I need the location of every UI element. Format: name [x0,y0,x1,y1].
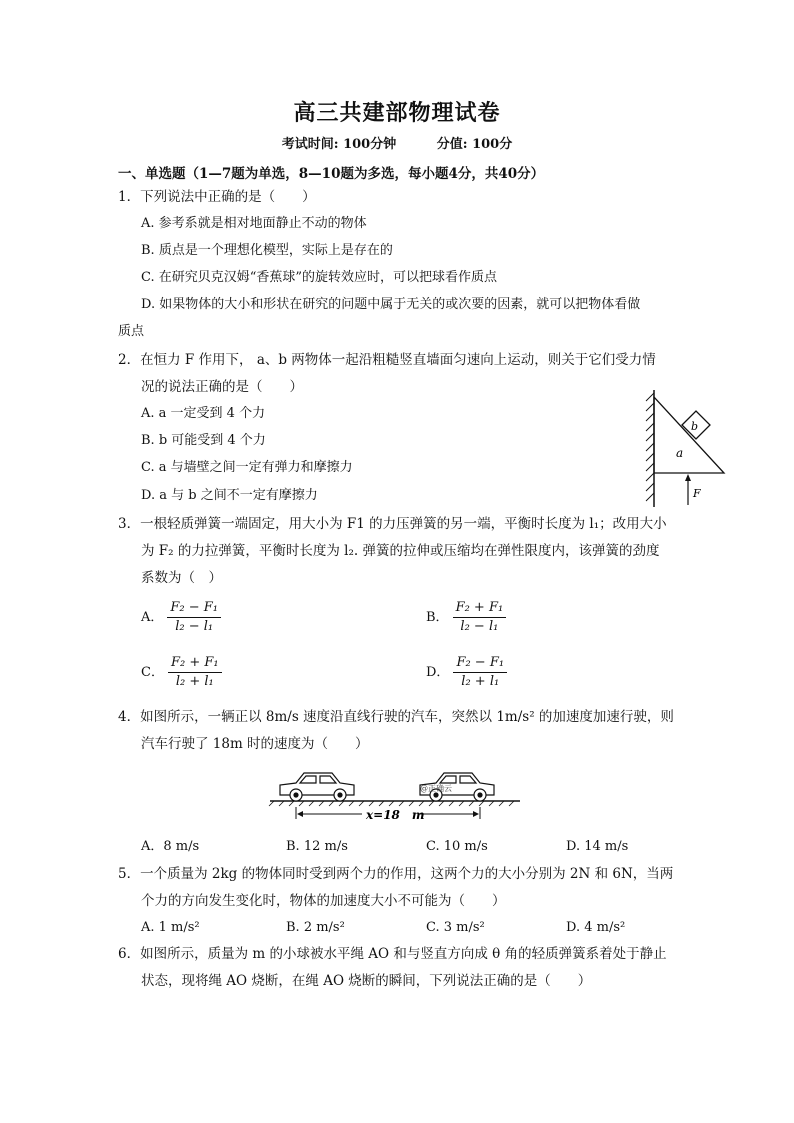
q6-stem-line2: 状态，现将绳 AO 烧断，在绳 AO 烧断的瞬间，下列说法正确的是（ ） [141,973,592,989]
q2-option-b: B. b 可能受到 4 个力 [141,433,266,448]
q4-car-figure [268,765,524,825]
label-a: a [676,446,684,460]
exam-info [0,133,794,152]
section-heading: 一、单选题（1—7题为单选，8—10题为多选，每小题4分，共40分） [118,166,545,182]
q3-stem-line3: 系数为（ ） [141,570,222,586]
q3-option-c [141,655,222,690]
q4-option-d: D. 14 m/s [566,839,629,854]
q6-stem-line1: 6．如图所示，质量为 m 的小球被水平绳 AO 和与竖直方向成 θ 角的轻质弹簧系着处于静止 [118,946,667,962]
block-a [654,397,724,473]
q3-option-b-num: F₂ + F₁ [453,600,507,618]
q1-option-b: B. 质点是一个理想化模型，实际上是存在的 [141,243,393,258]
q5-stem-line2: 个力的方向发生变化时，物体的加速度大小不可能为（ ） [141,893,506,909]
exam-time: 考试时间: 100分钟 [281,137,397,152]
distance-arrow-right [473,811,479,817]
q3-option-c-den: l₂ + l₁ [175,674,214,689]
q3-stem-line1: 3．一根轻质弹簧一端固定，用大小为 F1 的力压弹簧的另一端，平衡时长度为 l₁；改用大小 [118,516,667,532]
q4-option-a: A．8 m/s [141,839,200,854]
q5-option-d: D. 4 m/s² [566,920,626,935]
car-left [280,773,354,801]
q5-option-b: B. 2 m/s² [286,920,345,935]
q5-option-c: C. 3 m/s² [426,920,485,935]
distance-label: x=18 m [366,808,425,822]
distance-arrow-left [297,811,303,817]
q2-stem-line1: 2．在恒力 F 作用下， a、b 两物体一起沿粗糙竖直墙面匀速向上运动，则关于它们受力情 [118,352,656,368]
q3-option-a-letter: A． [141,610,164,625]
q3-option-d-num: F₂ − F₁ [453,655,507,673]
q1-option-d: D. 如果物体的大小和形状在研究的问题中属于无关的或次要的因素，就可以把物体看做 [141,297,641,312]
q3-option-c-fraction [168,655,222,690]
q1-stem: 1．下列说法中正确的是（ ） [118,189,316,205]
q4-option-b: B. 12 m/s [286,839,348,854]
q3-option-a-num: F₂ − F₁ [167,600,221,618]
q3-stem-line2: 为 F₂ 的力拉弹簧，平衡时长度为 l₂. 弹簧的拉伸或压缩均在弹性限度内，该弹簧的劲度 [141,543,660,559]
q3-option-d-den: l₂ + l₁ [461,674,500,689]
q5-stem-line1: 5．一个质量为 2kg 的物体同时受到两个力的作用，这两个力的大小分别为 2N 和 6N，当两 [118,866,674,882]
q4-option-c: C. 10 m/s [426,839,488,854]
q1-option-d-cont: 质点 [118,324,145,339]
label-force: F [693,487,701,500]
q4-stem-line2: 汽车行驶了 18m 时的速度为（ ） [141,736,369,752]
q2-option-d: D. a 与 b 之间不一定有摩擦力 [141,488,318,503]
q4-stem-line1: 4．如图所示，一辆正以 8m/s 速度沿直线行驶的汽车，突然以 1m/s² 的加速度加速行驶，则 [118,709,674,725]
q3-option-d [426,655,507,690]
q2-option-c: C. a 与墙壁之间一定有弹力和摩擦力 [141,460,353,475]
q3-option-a-den: l₂ − l₁ [175,619,214,634]
page-title: 高三共建部物理试卷 [293,100,501,126]
q3-option-a-fraction [167,600,221,635]
q3-option-d-fraction [453,655,507,690]
q2-stem-line2: 况的说法正确的是（ ） [141,379,303,395]
q3-option-b-fraction [453,600,507,635]
q1-option-a: A. 参考系就是相对地面静止不动的物体 [141,216,367,231]
force-arrowhead [685,474,691,481]
q3-option-c-letter: C． [141,665,164,680]
watermark-text: @正确云 [420,784,452,793]
q3-option-d-letter: D． [426,665,450,680]
q2-wall-block-figure [640,385,735,510]
q5-option-a: A. 1 m/s² [141,920,200,935]
q3-option-c-num: F₂ + F₁ [168,655,222,673]
q1-option-c: C. 在研究贝克汉姆“香蕉球”的旋转效应时，可以把球看作质点 [141,270,498,285]
q3-option-a [141,600,221,635]
wall-hatching [646,393,654,501]
q3-option-b [426,600,506,635]
q3-option-b-den: l₂ − l₁ [460,619,499,634]
q3-option-b-letter: B． [426,610,449,625]
exam-score: 分值: 100分 [436,137,513,152]
q2-option-a: A. a 一定受到 4 个力 [141,406,266,421]
label-b: b [691,420,699,433]
